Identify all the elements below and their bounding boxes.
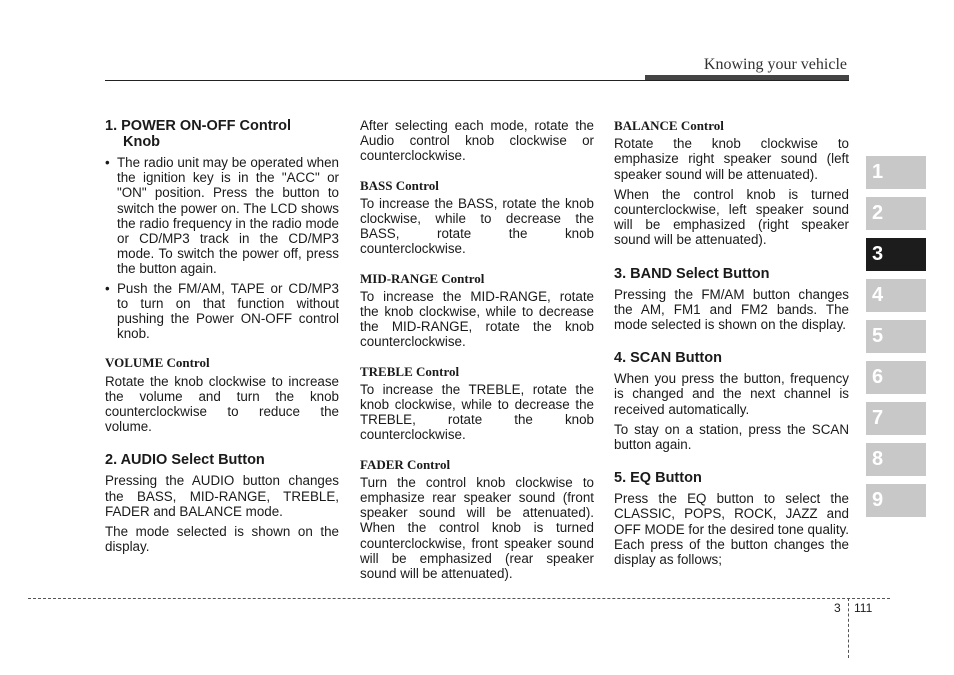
- chapter-tab-5[interactable]: 5: [866, 320, 926, 353]
- balance-text: Rotate the knob clockwise to emphasize right speaker sound (left speaker sound will be attenuated).: [614, 136, 849, 182]
- column-3: [614, 118, 849, 572]
- balance-text-2: When the control knob is turned counterclockwise, left speaker sound will be emphasized (right speaker sound will be attenuated).: [614, 186, 849, 248]
- fader-heading: FADER Control: [360, 456, 451, 472]
- footer-rule: [28, 598, 890, 599]
- volume-heading: VOLUME Control: [105, 355, 210, 371]
- column-1: [105, 118, 339, 559]
- section-title: Knowing your vehicle: [703, 56, 847, 73]
- chapter-tab-6[interactable]: 6: [866, 361, 926, 394]
- scan-text: When you press the button, frequency is changed and the next channel is received automatically.: [614, 371, 849, 417]
- bass-text: To increase the BASS, rotate the knob clockwise, while to decrease the BASS, rotate the knob counterclockwise.: [360, 195, 594, 257]
- eq-text: Press the EQ button to select the CLASSIC, POPS, ROCK, JAZZ and OFF MODE for the desired tone quality. Each press of the button changes the display as follows;: [614, 491, 849, 568]
- scan-text-2: To stay on a station, press the SCAN button again.: [614, 421, 849, 453]
- mid-range-text: To increase the MID-RANGE, rotate the knob clockwise, while to decrease the MID-RANGE, rotate the knob counterclockwise.: [360, 288, 594, 350]
- chapter-tab-1[interactable]: 1: [866, 156, 926, 189]
- chapter-tab-2[interactable]: 2: [866, 197, 926, 230]
- chapter-tab-4[interactable]: 4: [866, 279, 926, 312]
- audio-heading: 2. AUDIO Select Button: [105, 452, 265, 469]
- power-heading: [105, 118, 339, 150]
- scan-heading: 4. SCAN Button: [614, 350, 722, 367]
- mode-intro-text: After selecting each mode, rotate the Audio control knob clockwise or counterclockwise.: [360, 118, 594, 164]
- power-heading-line2: Knob: [123, 134, 161, 150]
- power-bullet: • The radio unit may be operated when the ignition key is in the "ACC" or "ON" position. Press the button to switch the power on. The LCD shows the radio frequency in the radio mode or CD/MP3 track in the CD/MP3 mode. To switch the power off, press the button again.: [105, 155, 339, 277]
- chapter-tabs: [866, 156, 926, 525]
- footer-chapter-number: 3: [834, 601, 841, 615]
- power-bullets: [105, 155, 339, 341]
- mid-range-heading: MID-RANGE Control: [360, 270, 485, 286]
- band-text: Pressing the FM/AM button changes the AM, FM1 and FM2 bands. The mode selected is shown on the display.: [614, 286, 849, 333]
- power-bullet: • Push the FM/AM, TAPE or CD/MP3 to turn on that function without pushing the Power ON-OFF control knob.: [105, 281, 339, 342]
- chapter-tab-8[interactable]: 8: [866, 443, 926, 476]
- audio-display-text: The mode selected is shown on the display.: [105, 524, 339, 555]
- chapter-tab-7[interactable]: 7: [866, 402, 926, 435]
- audio-text: Pressing the AUDIO button changes the BASS, MID-RANGE, TREBLE, FADER and BALANCE mode.: [105, 473, 339, 519]
- bass-heading: BASS Control: [360, 177, 439, 193]
- eq-heading: 5. EQ Button: [614, 470, 702, 487]
- volume-text: Rotate the knob clockwise to increase the volume and turn the knob counterclockwise to reduce the volume.: [105, 373, 339, 435]
- treble-text: To increase the TREBLE, rotate the knob clockwise, while to decrease the TREBLE, rotate the knob counterclockwise.: [360, 381, 594, 443]
- chapter-tab-9[interactable]: 9: [866, 484, 926, 517]
- balance-heading: BALANCE Control: [614, 118, 724, 133]
- column-2: [360, 118, 594, 586]
- treble-heading: TREBLE Control: [360, 363, 460, 379]
- chapter-tab-3[interactable]: 3: [866, 238, 926, 271]
- fader-text: Turn the control knob clockwise to emphasize rear speaker sound (front speaker sound will be attenuated). When the control knob is turned counterclockwise, front speaker sound will be emphasized (rear speaker sound will be attenuated).: [360, 474, 594, 582]
- footer-page-number: 111: [854, 601, 873, 615]
- power-heading-line1: 1. POWER ON-OFF Control: [105, 118, 292, 134]
- header-rule: [105, 80, 849, 81]
- band-heading: 3. BAND Select Button: [614, 265, 770, 282]
- footer-divider: [848, 598, 849, 658]
